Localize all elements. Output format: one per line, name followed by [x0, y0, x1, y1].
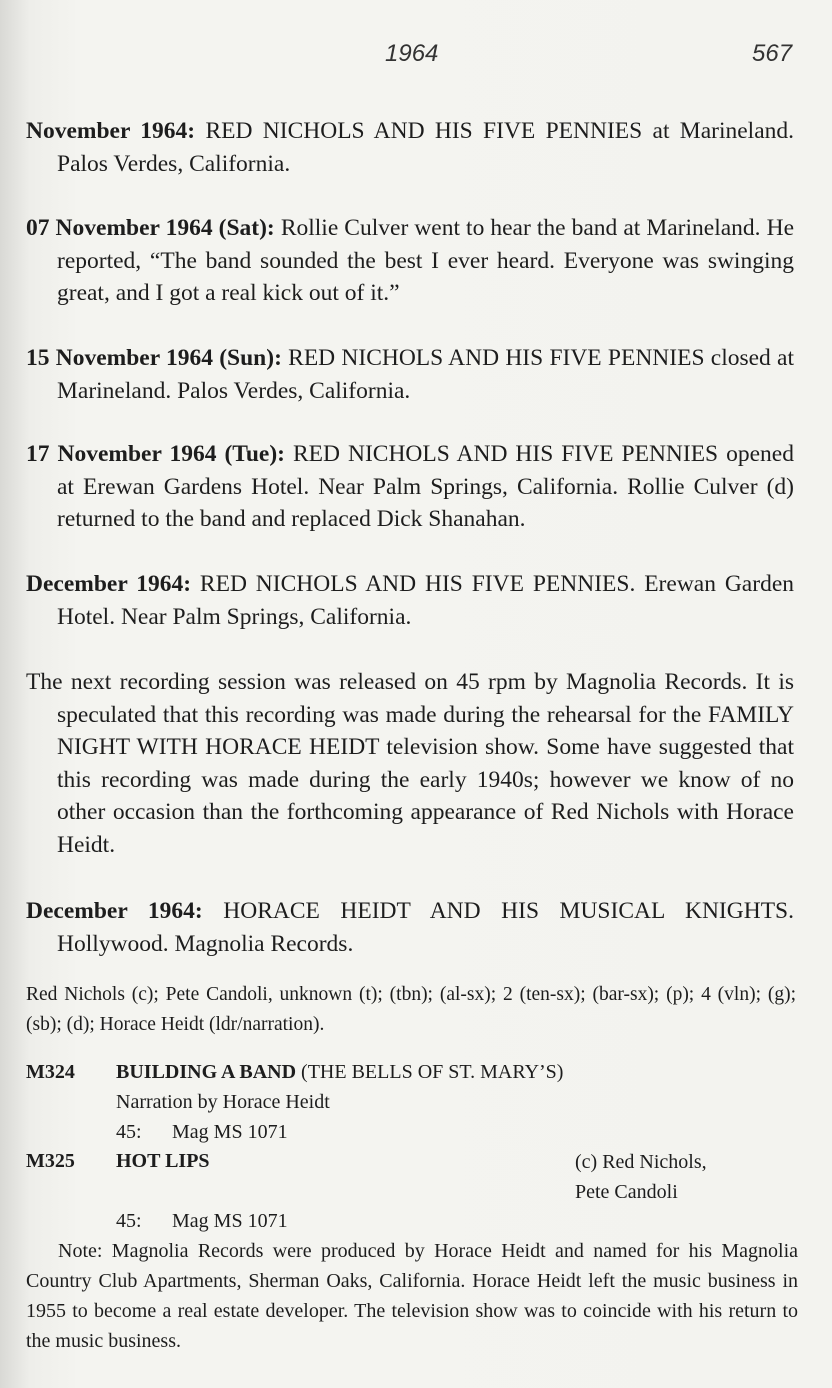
issue-prefix: 45: [116, 1210, 142, 1232]
entry-november-1964 [26, 115, 794, 180]
entry-date: 17 November 1964 (Tue): [26, 441, 285, 467]
entry-date: December 1964: [26, 571, 192, 597]
page-number: 567 [752, 40, 793, 67]
page-header [0, 40, 832, 80]
entry-date: 07 November 1964 (Sat): [26, 215, 275, 241]
matrix-number: M324 [26, 1061, 75, 1083]
song-title-subtitle: (THE BELLS OF ST. MARY’S) [296, 1061, 564, 1083]
recording-session-intro [26, 666, 794, 861]
entry-15-november-1964 [26, 342, 794, 407]
issue-number: Mag MS 1071 [172, 1210, 288, 1232]
entry-december-1964-erewan [26, 568, 794, 633]
entry-text: HORACE HEIDT AND HIS MUSICAL KNIGHTS. Hollywood. Magnolia Records. [57, 898, 794, 957]
song-title-main: BUILDING A BAND [116, 1061, 297, 1083]
entry-text: Rollie Culver went to hear the band at Marineland. He reported, “The band sounded the best I ever heard. Everyone was swinging great, and I got a real kick out of it.” [57, 215, 795, 306]
entry-december-1964-hollywood [26, 895, 794, 960]
soloist-credit: Pete Candoli [575, 1181, 678, 1203]
entry-text: RED NICHOLS AND HIS FIVE PENNIES. Erewan Garden Hotel. Near Palm Springs, California. [57, 571, 794, 630]
entry-date: 15 November 1964 (Sun): [26, 345, 282, 371]
footnote: Note: Magnolia Records were produced by Horace Heidt and named for his Magnolia Country Club Apartments, Sherman Oaks, California. Horace Heidt left the music business in 1955 to become a real estate developer. The television show was to coincide with his return to the music business. [26, 1240, 798, 1352]
entry-text: RED NICHOLS AND HIS FIVE PENNIES at Marineland. Palos Verdes, California. [57, 118, 795, 177]
entry-text: The next recording session was released on 45 rpm by Magnolia Records. It is speculated that this recording was made during the rehearsal for the FAMILY NIGHT WITH HORACE HEIDT television show. Some have suggested that this recording was made during the early 1940s; however we know of no other occasion than the forthcoming appearance of Red Nichols with Horace Heidt. [26, 669, 794, 858]
song-title [116, 1146, 210, 1176]
entry-text: RED NICHOLS AND HIS FIVE PENNIES opened at Erewan Gardens Hotel. Near Palm Springs, California. Rollie Culver (d) returned to the band and replaced Dick Shanahan. [57, 441, 794, 532]
issue-number: Mag MS 1071 [172, 1121, 288, 1143]
soloist-credit: (c) Red Nichols, [575, 1151, 707, 1173]
entry-text: RED NICHOLS AND HIS FIVE PENNIES closed at Marineland. Palos Verdes, California. [57, 345, 795, 404]
running-head-year: 1964 [385, 40, 439, 67]
entry-date: December 1964: [26, 898, 203, 924]
song-title [116, 1057, 563, 1087]
narration-credit: Narration by Horace Heidt [116, 1091, 330, 1113]
matrix-number: M325 [26, 1150, 75, 1172]
issue-prefix: 45: [116, 1121, 142, 1143]
entry-17-november-1964 [26, 438, 794, 536]
song-title-main: HOT LIPS [116, 1150, 210, 1172]
entry-date: November 1964: [26, 118, 196, 144]
entry-07-november-1964 [26, 212, 794, 310]
personnel-listing: Red Nichols (c); Pete Candoli, unknown (t); (tbn); (al-sx); 2 (ten-sx); (bar-sx); (p); 4 (vln); (g); (sb); (d); Horace Heidt (ldr/narration). [26, 984, 796, 1035]
